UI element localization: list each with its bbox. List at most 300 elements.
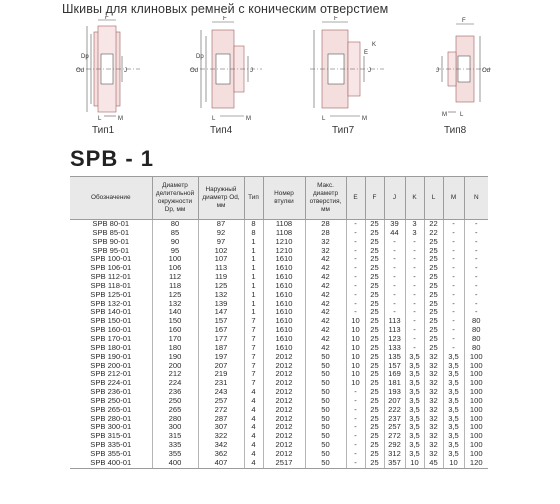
- cell-k: 3,5: [405, 441, 424, 450]
- cell-l: 25: [424, 255, 443, 264]
- table-row: [70, 388, 488, 397]
- cell-type: 1: [244, 247, 263, 256]
- cell-n: 100: [464, 415, 488, 424]
- cell-max-bore: 28: [305, 229, 346, 238]
- table-row: [70, 229, 488, 238]
- column-header-f: F: [365, 177, 384, 220]
- cell-bushing-number: 1108: [263, 220, 305, 229]
- cell-outer-diameter: 119: [198, 273, 244, 282]
- cell-outer-diameter: 287: [198, 415, 244, 424]
- cell-n: 100: [464, 353, 488, 362]
- cell-max-bore: 50: [305, 423, 346, 432]
- cell-k: -: [405, 308, 424, 317]
- cell-j: 135: [384, 353, 405, 362]
- cell-max-bore: 28: [305, 220, 346, 229]
- cell-f: 25: [365, 379, 384, 388]
- cell-pitch-diameter: 212: [152, 370, 198, 379]
- cell-f: 25: [365, 220, 384, 229]
- table-row: [70, 317, 488, 326]
- cell-k: 3,5: [405, 370, 424, 379]
- cell-l: 32: [424, 379, 443, 388]
- svg-text:F: F: [462, 18, 466, 24]
- cell-type: 4: [244, 397, 263, 406]
- cell-max-bore: 50: [305, 397, 346, 406]
- column-header-j: J: [384, 177, 405, 220]
- cell-outer-diameter: 207: [198, 362, 244, 371]
- cell-type: 1: [244, 282, 263, 291]
- cell-k: -: [405, 282, 424, 291]
- cell-pitch-diameter: 170: [152, 335, 198, 344]
- cell-k: 3: [405, 220, 424, 229]
- cell-outer-diameter: 231: [198, 379, 244, 388]
- cell-j: 169: [384, 370, 405, 379]
- cell-m: 3,5: [443, 406, 464, 415]
- cell-m: 3,5: [443, 441, 464, 450]
- cell-bushing-number: 1610: [263, 308, 305, 317]
- svg-text:M: M: [246, 116, 251, 120]
- cell-m: 10: [443, 459, 464, 468]
- cell-max-bore: 32: [305, 247, 346, 256]
- cell-j: 133: [384, 344, 405, 353]
- cell-n: 100: [464, 388, 488, 397]
- cell-j: -: [384, 291, 405, 300]
- cell-type: 1: [244, 238, 263, 247]
- svg-text:Od: Od: [482, 68, 491, 74]
- cell-type: 1: [244, 255, 263, 264]
- cell-f: 25: [365, 273, 384, 282]
- cell-outer-diameter: 257: [198, 397, 244, 406]
- cell-n: -: [464, 264, 488, 273]
- table-row: [70, 432, 488, 441]
- cell-m: -: [443, 291, 464, 300]
- cell-bushing-number: 2012: [263, 397, 305, 406]
- cell-m: -: [443, 238, 464, 247]
- cell-j: -: [384, 282, 405, 291]
- cell-max-bore: 42: [305, 273, 346, 282]
- cell-j: -: [384, 273, 405, 282]
- cell-pitch-diameter: 224: [152, 379, 198, 388]
- cell-max-bore: 50: [305, 370, 346, 379]
- specifications-table: [70, 176, 488, 469]
- cell-outer-diameter: 132: [198, 291, 244, 300]
- pulley-drawings: [0, 16, 560, 138]
- cell-outer-diameter: 197: [198, 353, 244, 362]
- column-header-k: K: [405, 177, 424, 220]
- cell-f: 25: [365, 450, 384, 459]
- svg-text:L: L: [212, 116, 216, 120]
- cell-outer-diameter: 167: [198, 326, 244, 335]
- cell-m: 3,5: [443, 362, 464, 371]
- cell-designation: SPB 355-01: [90, 449, 132, 458]
- cell-j: 113: [384, 317, 405, 326]
- cell-pitch-diameter: 265: [152, 406, 198, 415]
- column-header-bushing-number: Номер втулки: [263, 177, 305, 220]
- table-row: [70, 264, 488, 273]
- cell-e: 10: [346, 344, 365, 353]
- svg-text:L: L: [322, 116, 326, 120]
- svg-text:Dp: Dp: [196, 54, 204, 60]
- cell-outer-diameter: 87: [198, 220, 244, 229]
- cell-j: -: [384, 247, 405, 256]
- cell-designation: SPB 132-01: [90, 299, 132, 308]
- cell-e: -: [346, 459, 365, 468]
- column-header-outer-diameter: Наружный диаметр Od, мм: [198, 177, 244, 220]
- cell-e: -: [346, 291, 365, 300]
- cell-f: 25: [365, 441, 384, 450]
- cell-bushing-number: 1610: [263, 317, 305, 326]
- cell-type: 7: [244, 317, 263, 326]
- cell-k: -: [405, 238, 424, 247]
- svg-text:L: L: [98, 116, 102, 120]
- cell-k: -: [405, 291, 424, 300]
- cell-outer-diameter: 147: [198, 308, 244, 317]
- cell-pitch-diameter: 106: [152, 264, 198, 273]
- cell-f: 25: [365, 362, 384, 371]
- svg-text:J: J: [124, 68, 127, 74]
- svg-text:M: M: [118, 116, 123, 120]
- cell-pitch-diameter: 200: [152, 362, 198, 371]
- cell-outer-diameter: 125: [198, 282, 244, 291]
- cell-n: 80: [464, 326, 488, 335]
- table-row: [70, 238, 488, 247]
- cell-l: 25: [424, 300, 443, 309]
- cell-outer-diameter: 407: [198, 459, 244, 468]
- cell-max-bore: 50: [305, 415, 346, 424]
- cell-k: -: [405, 335, 424, 344]
- cell-max-bore: 42: [305, 344, 346, 353]
- cell-f: 25: [365, 238, 384, 247]
- cell-n: -: [464, 291, 488, 300]
- cell-e: 10: [346, 370, 365, 379]
- cell-bushing-number: 1210: [263, 238, 305, 247]
- table-row: [70, 423, 488, 432]
- cell-designation: SPB 315-01: [90, 432, 132, 441]
- cell-e: -: [346, 388, 365, 397]
- cell-j: 272: [384, 432, 405, 441]
- column-header-m: M: [443, 177, 464, 220]
- table-row: [70, 406, 488, 415]
- cell-m: -: [443, 344, 464, 353]
- table-row: [70, 353, 488, 362]
- cell-j: 222: [384, 406, 405, 415]
- cell-type: 4: [244, 415, 263, 424]
- cell-l: 25: [424, 282, 443, 291]
- cell-designation: SPB 400-01: [70, 459, 152, 468]
- cell-k: 3,5: [405, 362, 424, 371]
- drawing-label-type4: Тип4: [210, 125, 233, 136]
- cell-e: -: [346, 415, 365, 424]
- cell-m: -: [443, 317, 464, 326]
- cell-f: 25: [365, 406, 384, 415]
- cell-m: 3,5: [443, 353, 464, 362]
- table-row: [70, 370, 488, 379]
- cell-type: 7: [244, 326, 263, 335]
- cell-designation: SPB 265-01: [90, 405, 132, 414]
- cell-l: 25: [424, 273, 443, 282]
- cell-j: -: [384, 238, 405, 247]
- cell-bushing-number: 1210: [263, 247, 305, 256]
- cell-outer-diameter: 307: [198, 423, 244, 432]
- cell-designation: SPB 170-01: [90, 334, 132, 343]
- cell-type: 8: [244, 220, 263, 229]
- cell-n: 100: [464, 450, 488, 459]
- svg-text:Dp: Dp: [81, 54, 89, 60]
- cell-j: 193: [384, 388, 405, 397]
- cell-k: 3,5: [405, 415, 424, 424]
- cell-f: 25: [365, 326, 384, 335]
- cell-type: 7: [244, 379, 263, 388]
- cell-k: 3,5: [405, 406, 424, 415]
- svg-text:M: M: [362, 116, 367, 120]
- cell-k: 3,5: [405, 388, 424, 397]
- cell-max-bore: 50: [305, 362, 346, 371]
- svg-text:L: L: [460, 112, 464, 118]
- column-header-designation: Обозначение: [70, 177, 152, 220]
- table-row: [70, 397, 488, 406]
- cell-pitch-diameter: 112: [152, 273, 198, 282]
- drawing-label-type1: Тип1: [92, 125, 115, 136]
- cell-l: 32: [424, 441, 443, 450]
- column-header-type: Тип: [244, 177, 263, 220]
- cell-bushing-number: 1610: [263, 335, 305, 344]
- cell-type: 7: [244, 335, 263, 344]
- cell-f: 25: [365, 229, 384, 238]
- cell-m: -: [443, 335, 464, 344]
- cell-pitch-diameter: 90: [152, 238, 198, 247]
- cell-e: 10: [346, 353, 365, 362]
- table-row: [70, 335, 488, 344]
- column-header-pitch-diameter: Диаметр делительной окружности Dp, мм: [152, 177, 198, 220]
- cell-k: 3,5: [405, 423, 424, 432]
- cell-pitch-diameter: 315: [152, 432, 198, 441]
- cell-outer-diameter: 362: [198, 450, 244, 459]
- cell-f: 25: [365, 388, 384, 397]
- cell-designation: SPB 212-01: [90, 370, 132, 379]
- svg-text:M: M: [442, 112, 447, 118]
- svg-text:J: J: [436, 68, 439, 74]
- cell-bushing-number: 1610: [263, 282, 305, 291]
- cell-j: 39: [384, 220, 405, 229]
- cell-m: -: [443, 247, 464, 256]
- cell-m: -: [443, 282, 464, 291]
- cell-j: 292: [384, 441, 405, 450]
- cell-f: 25: [365, 423, 384, 432]
- cell-l: 25: [424, 238, 443, 247]
- svg-text:F: F: [223, 16, 227, 22]
- cell-designation: SPB 140-01: [90, 308, 132, 317]
- cell-m: -: [443, 326, 464, 335]
- cell-outer-diameter: 272: [198, 406, 244, 415]
- cell-bushing-number: 1610: [263, 255, 305, 264]
- pulley-type1-drawing: [74, 16, 144, 120]
- cell-f: 25: [365, 459, 384, 468]
- cell-pitch-diameter: 85: [152, 229, 198, 238]
- pulley-type4-drawing: [188, 16, 268, 120]
- cell-e: 10: [346, 326, 365, 335]
- cell-f: 25: [365, 247, 384, 256]
- cell-bushing-number: 2012: [263, 370, 305, 379]
- cell-n: -: [464, 300, 488, 309]
- cell-n: 100: [464, 423, 488, 432]
- cell-k: 3,5: [405, 353, 424, 362]
- cell-e: -: [346, 406, 365, 415]
- cell-f: 25: [365, 370, 384, 379]
- cell-f: 25: [365, 397, 384, 406]
- cell-k: 3,5: [405, 450, 424, 459]
- cell-bushing-number: 1610: [263, 273, 305, 282]
- cell-k: -: [405, 247, 424, 256]
- table-row: [70, 326, 488, 335]
- pulley-type7-drawing: [308, 16, 388, 120]
- cell-m: 3,5: [443, 423, 464, 432]
- cell-type: 7: [244, 353, 263, 362]
- cell-j: -: [384, 255, 405, 264]
- cell-l: 32: [424, 432, 443, 441]
- cell-k: -: [405, 264, 424, 273]
- cell-m: 3,5: [443, 370, 464, 379]
- cell-outer-diameter: 107: [198, 255, 244, 264]
- svg-text:Od: Od: [76, 68, 85, 74]
- cell-f: 25: [365, 415, 384, 424]
- cell-j: 181: [384, 379, 405, 388]
- cell-e: -: [346, 247, 365, 256]
- cell-m: 3,5: [443, 432, 464, 441]
- cell-n: -: [464, 282, 488, 291]
- table-header-row: [70, 177, 488, 220]
- table-row: [70, 282, 488, 291]
- cell-type: 4: [244, 432, 263, 441]
- cell-max-bore: 50: [305, 353, 346, 362]
- cell-f: 25: [365, 344, 384, 353]
- cell-e: -: [346, 441, 365, 450]
- cell-e: -: [346, 300, 365, 309]
- cell-type: 4: [244, 423, 263, 432]
- cell-max-bore: 50: [305, 379, 346, 388]
- cell-max-bore: 50: [305, 432, 346, 441]
- cell-bushing-number: 1610: [263, 300, 305, 309]
- cell-k: -: [405, 273, 424, 282]
- cell-n: 80: [464, 317, 488, 326]
- cell-e: -: [346, 264, 365, 273]
- cell-bushing-number: 1108: [263, 229, 305, 238]
- table-row: [70, 459, 488, 468]
- cell-designation: SPB 112-01: [90, 273, 131, 282]
- cell-f: 25: [365, 353, 384, 362]
- cell-l: 32: [424, 450, 443, 459]
- table-row: [70, 300, 488, 309]
- cell-designation: SPB 118-01: [90, 281, 131, 290]
- cell-designation: SPB 280-01: [90, 414, 132, 423]
- cell-n: -: [464, 273, 488, 282]
- cell-n: 100: [464, 379, 488, 388]
- cell-f: 25: [365, 432, 384, 441]
- cell-bushing-number: 2012: [263, 415, 305, 424]
- cell-outer-diameter: 157: [198, 317, 244, 326]
- cell-k: -: [405, 326, 424, 335]
- cell-designation: SPB 160-01: [90, 326, 132, 335]
- cell-outer-diameter: 92: [198, 229, 244, 238]
- cell-max-bore: 42: [305, 326, 346, 335]
- cell-max-bore: 50: [305, 406, 346, 415]
- cell-m: -: [443, 255, 464, 264]
- cell-l: 22: [424, 229, 443, 238]
- cell-max-bore: 42: [305, 282, 346, 291]
- cell-bushing-number: 2012: [263, 406, 305, 415]
- cell-type: 4: [244, 459, 263, 468]
- cell-bushing-number: 2012: [263, 432, 305, 441]
- table-row: [70, 291, 488, 300]
- cell-n: 80: [464, 335, 488, 344]
- cell-type: 1: [244, 308, 263, 317]
- cell-designation: SPB 106-01: [90, 264, 132, 273]
- svg-text:K: K: [372, 42, 377, 48]
- cell-pitch-diameter: 160: [152, 326, 198, 335]
- cell-max-bore: 42: [305, 264, 346, 273]
- cell-e: -: [346, 432, 365, 441]
- cell-max-bore: 42: [305, 308, 346, 317]
- cell-l: 32: [424, 370, 443, 379]
- cell-f: 25: [365, 300, 384, 309]
- cell-l: 45: [424, 459, 443, 468]
- drawing-label-type8: Тип8: [444, 125, 467, 136]
- cell-l: 25: [424, 291, 443, 300]
- cell-pitch-diameter: 80: [152, 220, 198, 229]
- cell-outer-diameter: 187: [198, 344, 244, 353]
- cell-designation: SPB 180-01: [90, 343, 132, 352]
- cell-m: 3,5: [443, 388, 464, 397]
- cell-l: 25: [424, 344, 443, 353]
- cell-j: 113: [384, 326, 405, 335]
- cell-bushing-number: 2012: [263, 379, 305, 388]
- cell-j: 357: [384, 459, 405, 468]
- cell-m: -: [443, 220, 464, 229]
- cell-outer-diameter: 177: [198, 335, 244, 344]
- cell-bushing-number: 2012: [263, 423, 305, 432]
- cell-pitch-diameter: 250: [152, 397, 198, 406]
- cell-n: 100: [464, 432, 488, 441]
- cell-max-bore: 42: [305, 335, 346, 344]
- cell-f: 25: [365, 264, 384, 273]
- cell-k: 10: [405, 459, 424, 468]
- svg-text:Od: Od: [190, 68, 199, 74]
- cell-type: 4: [244, 441, 263, 450]
- table-row: [70, 379, 488, 388]
- cell-k: -: [405, 317, 424, 326]
- cell-m: -: [443, 308, 464, 317]
- cell-l: 25: [424, 335, 443, 344]
- cell-bushing-number: 2012: [263, 353, 305, 362]
- cell-e: 10: [346, 362, 365, 371]
- cell-f: 25: [365, 308, 384, 317]
- cell-pitch-diameter: 132: [152, 300, 198, 309]
- cell-pitch-diameter: 125: [152, 291, 198, 300]
- cell-n: 100: [464, 397, 488, 406]
- cell-j: 257: [384, 423, 405, 432]
- cell-type: 4: [244, 406, 263, 415]
- cell-bushing-number: 2517: [263, 459, 305, 468]
- column-header-max-bore: Макс. диаметр отверстия, мм: [305, 177, 346, 220]
- cell-max-bore: 32: [305, 238, 346, 247]
- cell-l: 25: [424, 317, 443, 326]
- cell-l: 25: [424, 326, 443, 335]
- cell-bushing-number: 2012: [263, 450, 305, 459]
- cell-type: 1: [244, 291, 263, 300]
- cell-e: 10: [346, 335, 365, 344]
- cell-e: -: [346, 308, 365, 317]
- cell-j: -: [384, 308, 405, 317]
- cell-max-bore: 42: [305, 255, 346, 264]
- cell-n: -: [464, 308, 488, 317]
